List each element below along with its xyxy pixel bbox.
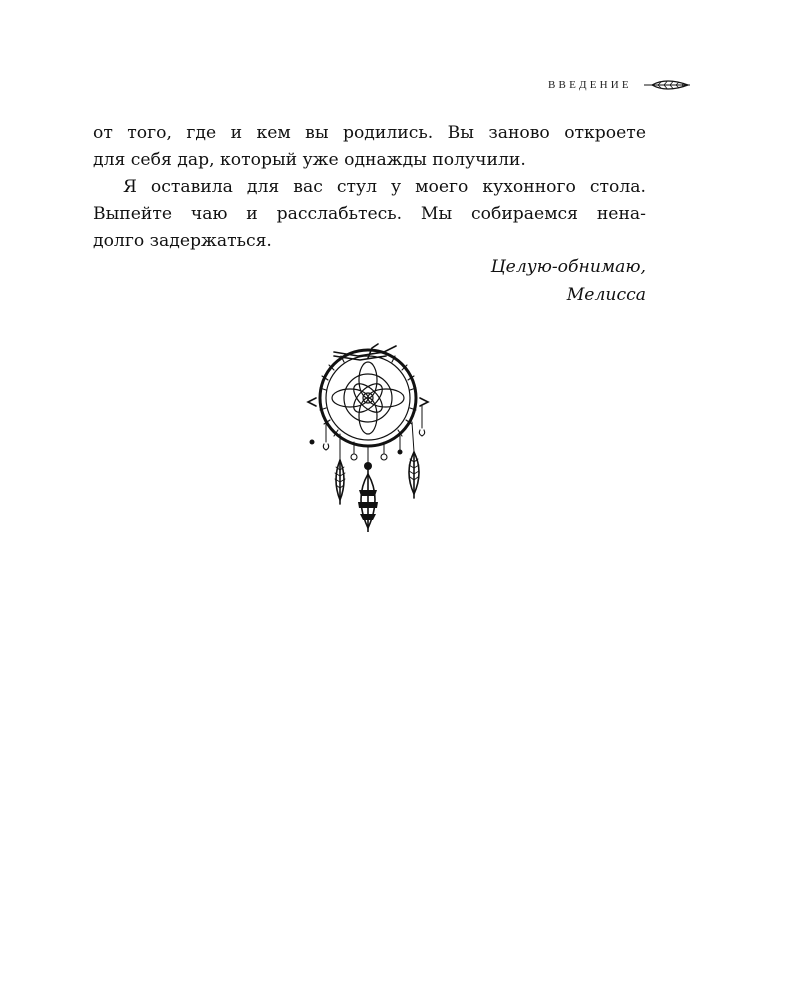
running-head-title: ВВЕДЕНИЕ xyxy=(548,79,632,91)
signoff xyxy=(93,253,646,309)
dreamcatcher-icon xyxy=(300,342,436,532)
running-head xyxy=(548,78,690,92)
text-line: Выпейте чаю и расслабьтесь. Мы собираемся нена- xyxy=(93,204,646,224)
text-line: от того, где и кем вы родились. Вы заново откроете xyxy=(93,123,646,143)
text-line: Я оставила для вас стул у моего кухонного стола. xyxy=(123,177,646,197)
leaf-icon xyxy=(644,78,690,92)
closing-line: Целую-обнимаю, xyxy=(490,257,646,277)
body-text xyxy=(93,120,646,255)
signature-name: Мелисса xyxy=(566,285,646,305)
text-line: для себя дар, который уже однажды получили. xyxy=(93,150,526,170)
text-line: долго задержаться. xyxy=(93,231,272,251)
